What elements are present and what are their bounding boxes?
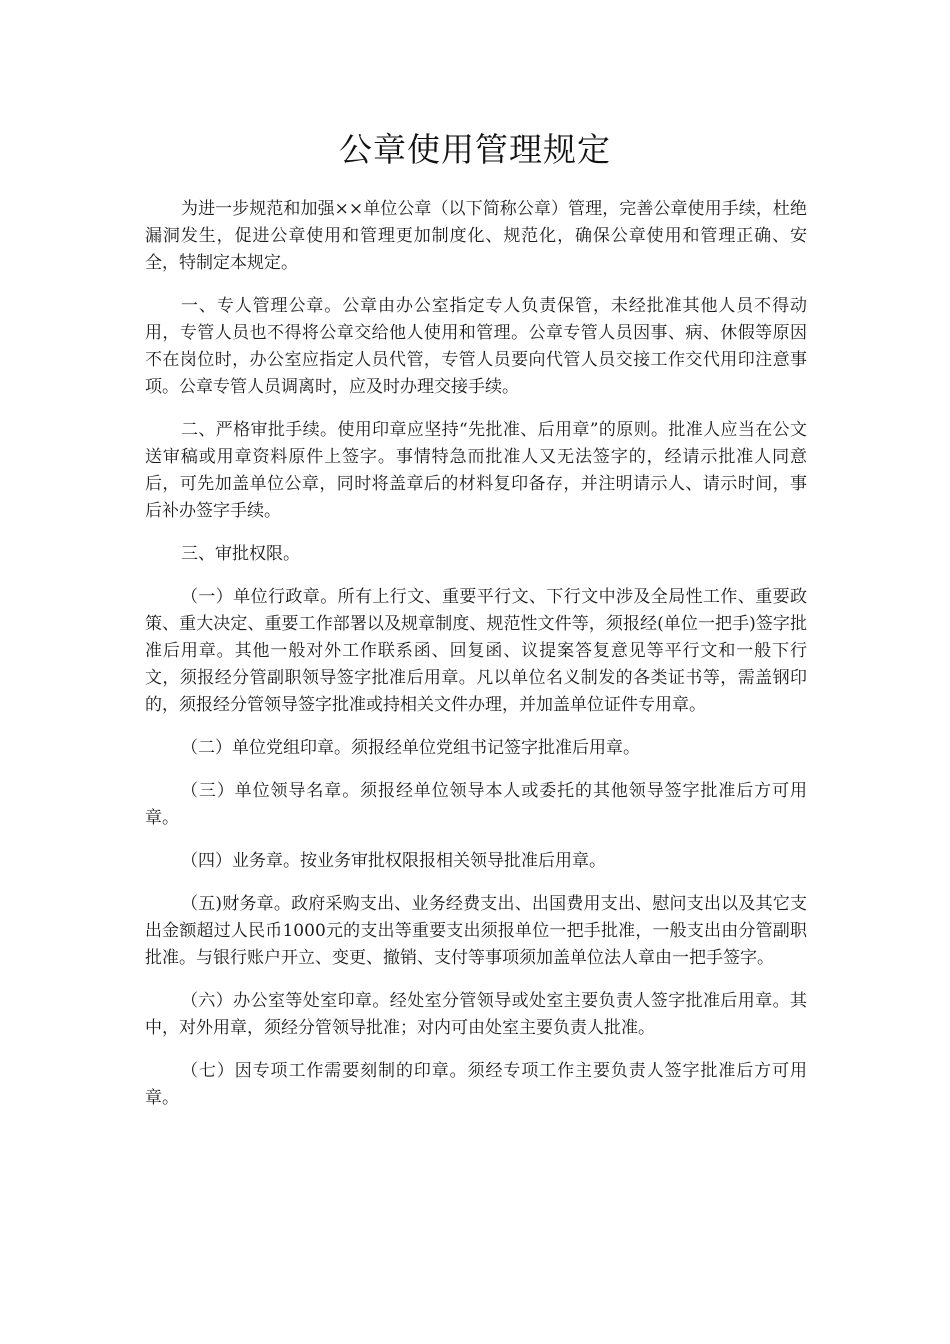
intro-paragraph: 为进一步规范和加强××单位公章（以下简称公章）管理，完善公章使用手续，杜绝漏洞发生，促进公章使用和管理更加制度化、规范化，确保公章使用和管理正确、安全，特制定本规定。 — [145, 199, 807, 273]
section-1-paragraph: 一、专人管理公章。公章由办公室指定专人负责保管，未经批准其他人员不得动用，专管人员也不得将公章交给他人使用和管理。公章专管人员因事、病、休假等原因不在岗位时，办公室应指定人员代管，专管人员要向代管人员交接工作交代用印注意事项。公章专管人员调离时，应及时办理交接手续。 — [145, 296, 807, 397]
item-2-paragraph: （二）单位党组印章。须报经单位党组书记签字批准后用章。 — [181, 738, 640, 758]
item-1-paragraph: （一）单位行政章。所有上行文、重要平行文、下行文中涉及全局性工作、重要政策、重大决定、重要工作部署以及规章制度、规范性文件等，须报经(单位一把手)签字批准后用章。其他一般对外工作联系函、回复函、议提案答复意见等平行文和一般下行文，须报经分管副职领导签字批准后用章。凡以单位名义制发的各类证书等，需盖钢印的，须报经分管领导签字批准或持相关文件办理，并加盖单位证件专用章。 — [145, 587, 807, 715]
item-3-paragraph: （三）单位领导名章。须报经单位领导本人或委托的其他领导签字批准后方可用章。 — [145, 781, 807, 828]
item-6-paragraph: （六）办公室等处室印章。经处室分管领导或处室主要负责人签字批准后用章。其中，对外用章，须经分管领导批准；对内可由处室主要负责人批准。 — [145, 991, 807, 1038]
section-3-heading: 三、审批权限。 — [181, 544, 300, 564]
section-2-paragraph: 二、严格审批手续。使用印章应坚持“先批准、后用章”的原则。批准人应当在公文送审稿或用章资料原件上签字。事情特急而批准人又无法签字的，经请示批准人同意后，可先加盖单位公章，同时将盖章后的材料复印备存，并注明请示人、请示时间，事后补办签字手续。 — [145, 420, 807, 521]
document-title: 公章使用管理规定 — [339, 130, 611, 169]
document-body — [145, 196, 807, 1128]
item-4-paragraph: （四）业务章。按业务审批权限报相关领导批准后用章。 — [181, 851, 606, 871]
item-5-paragraph: （五)财务章。政府采购支出、业务经费支出、出国费用支出、慰问支出以及其它支出金额超过人民币1000元的支出等重要支出须报单位一把手批准，一般支出由分管副职批准。与银行账户开立、变更、撤销、支付等事项须加盖单位法人章由一把手签字。 — [145, 894, 807, 968]
item-7-paragraph: （七）因专项工作需要刻制的印章。须经专项工作主要负责人签字批准后方可用章。 — [145, 1061, 807, 1108]
